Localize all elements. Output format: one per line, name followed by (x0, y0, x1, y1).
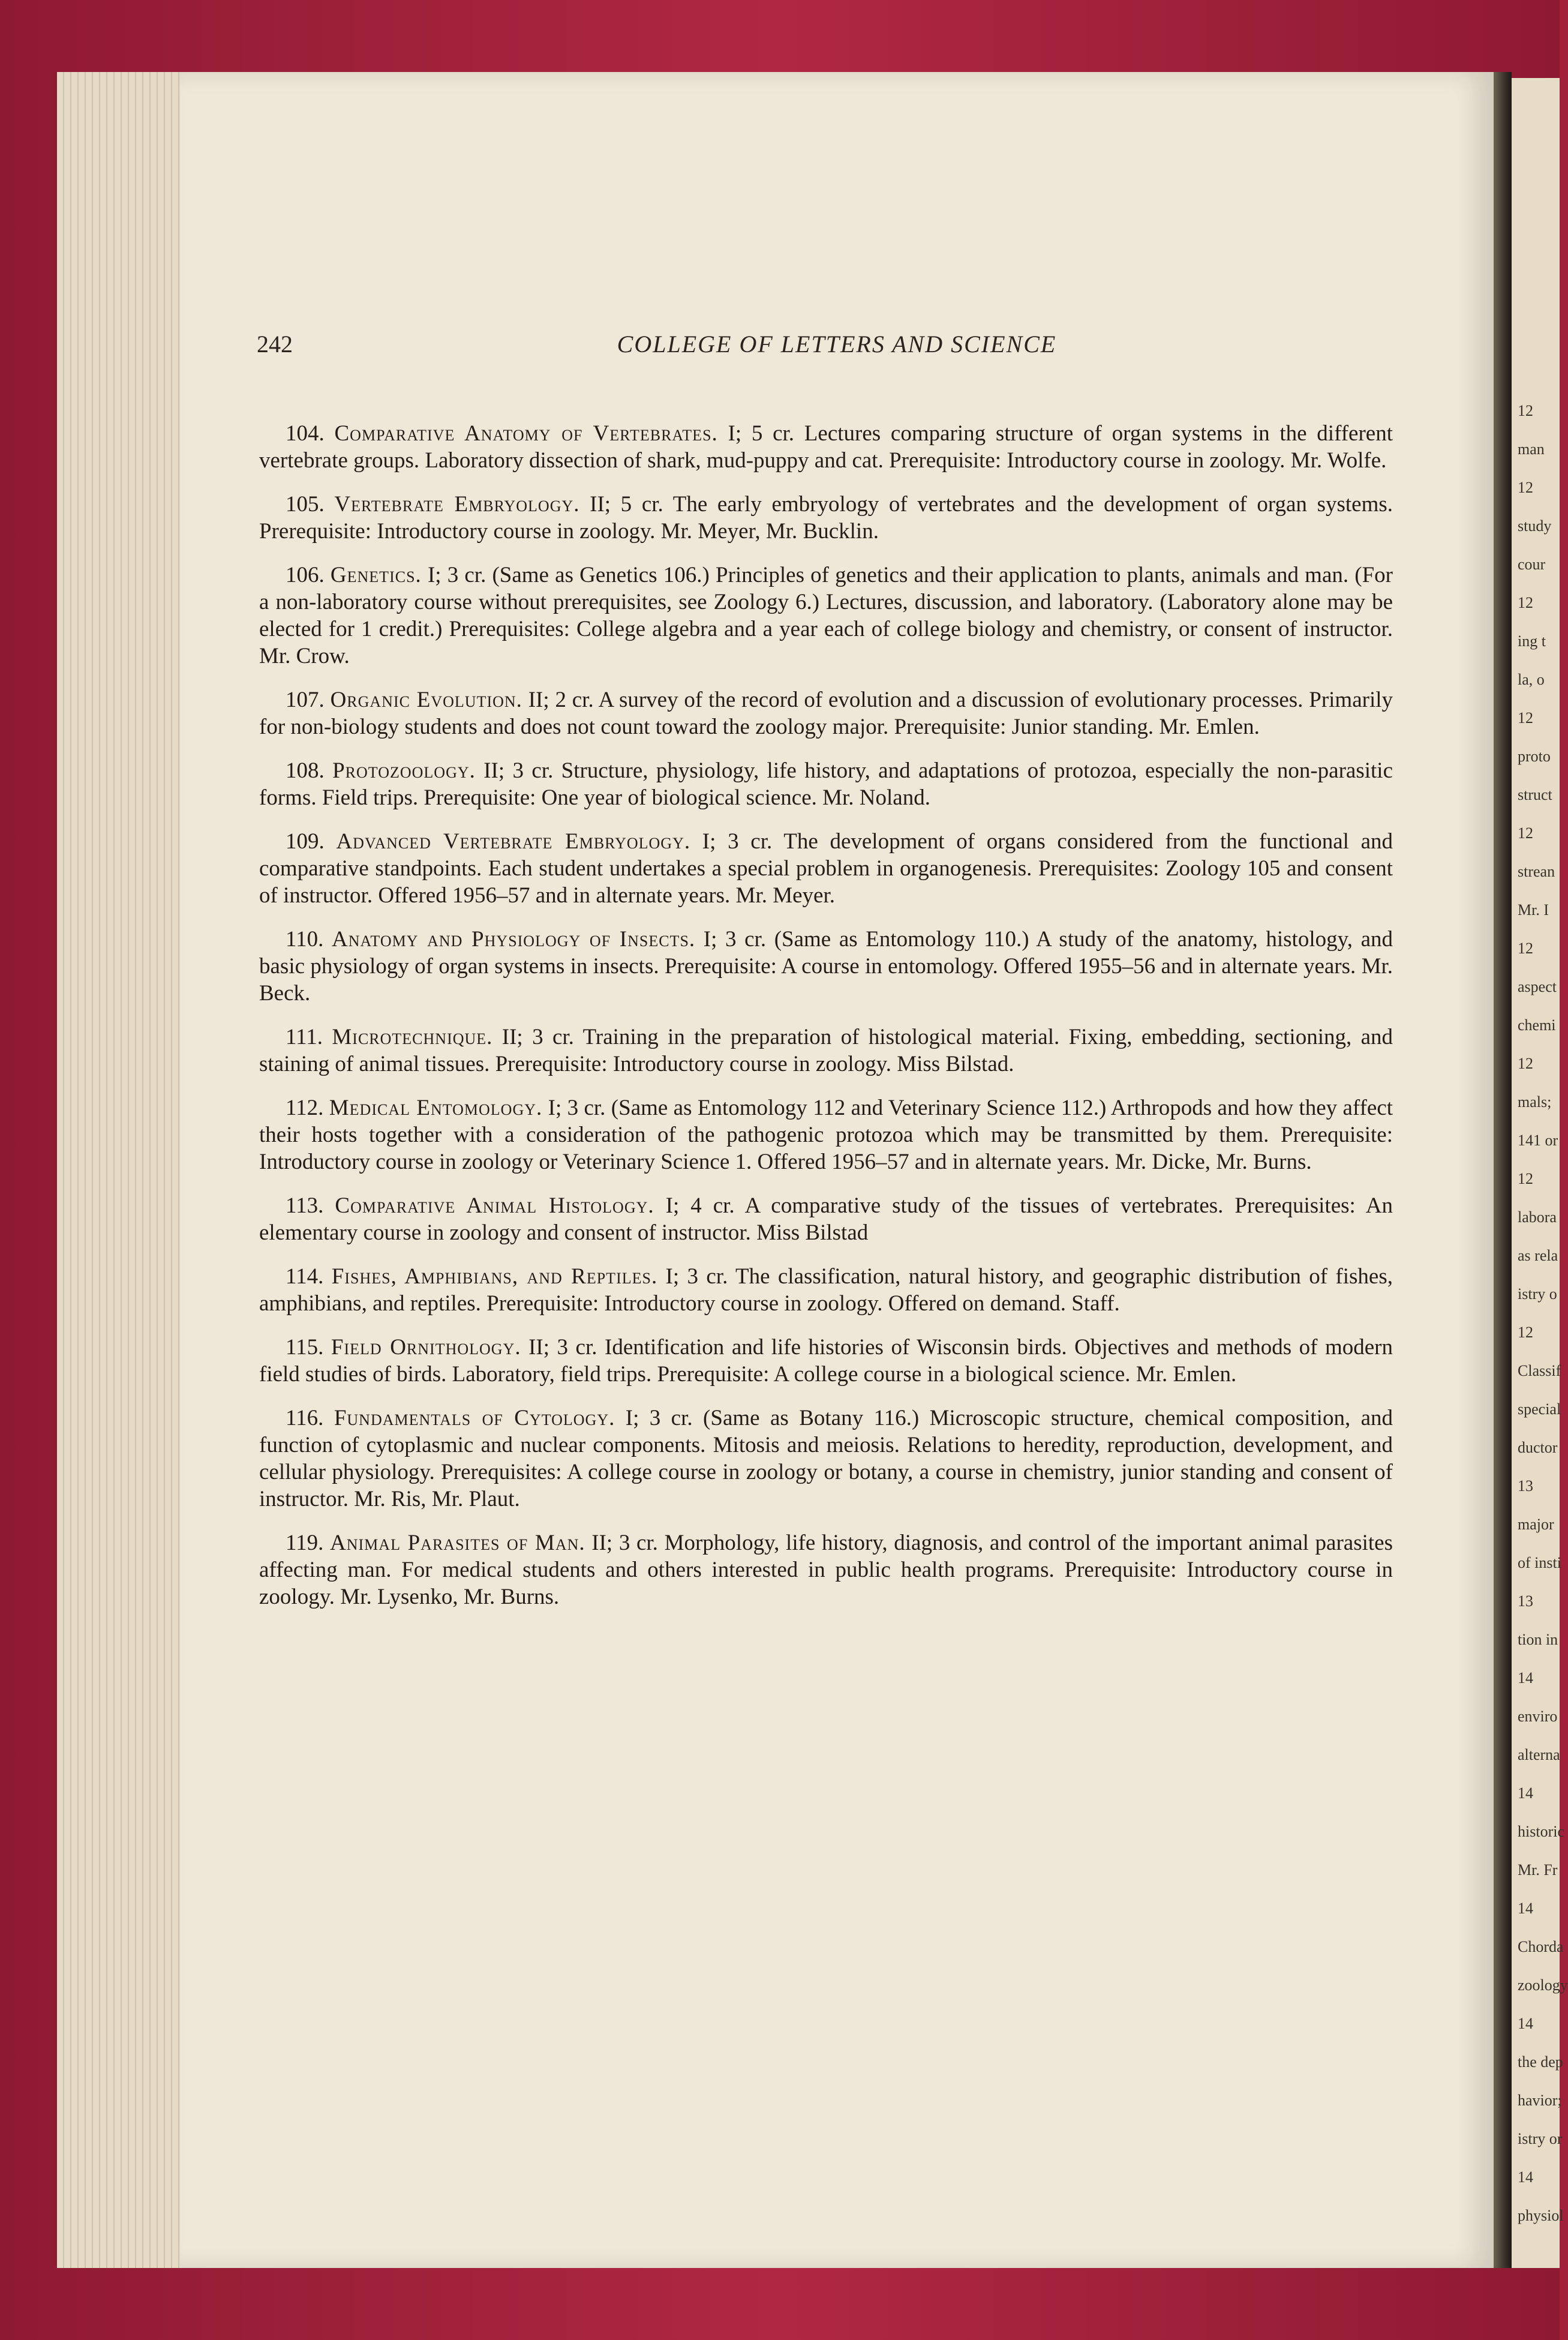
facing-page-fragment: alterna (1518, 1746, 1560, 1763)
facing-page-fragment: havior; (1518, 2092, 1562, 2109)
facing-page-fragment: 12 (1518, 709, 1533, 727)
facing-page-fragment: major (1518, 1516, 1554, 1533)
book-page (180, 72, 1494, 2268)
facing-page-fragment: historic (1518, 1823, 1564, 1840)
course-entry-106 (259, 562, 1393, 670)
facing-page-fragment: Mr. I (1518, 901, 1549, 919)
facing-page-fragment: cour (1518, 556, 1546, 573)
page-header (180, 330, 1494, 366)
course-description: II; 2 cr. A survey of the record of evolution and a discussion of evolutionary processes. Primarily for non-biology students and does not count toward the zoology major. Prerequisite: Junior standing. Mr. Emlen. (259, 688, 1393, 739)
book-gutter (1494, 72, 1512, 2268)
course-entry-114 (259, 1263, 1393, 1317)
page-number: 242 (257, 331, 293, 358)
course-entry-112 (259, 1094, 1393, 1175)
course-title: Field Ornithology. (331, 1335, 521, 1360)
course-entry-111 (259, 1024, 1393, 1078)
course-number: 108. (286, 758, 325, 783)
facing-page-fragment: istry o (1518, 1285, 1557, 1303)
course-description: II; 3 cr. Morphology, life history, diagnosis, and control of the important animal parasites affecting man. For medical students and others interested in public health programs. Prerequisite: Introductory course in zoology. Mr. Lysenko, Mr. Burns. (259, 1531, 1393, 1609)
facing-page-fragment: 12 (1518, 1055, 1533, 1072)
facing-page-fragment: ing t (1518, 632, 1546, 650)
course-entry-116 (259, 1405, 1393, 1513)
course-entry-108 (259, 757, 1393, 811)
facing-page-fragment: 12 (1518, 824, 1533, 842)
course-number: 104. (286, 421, 325, 446)
facing-page-fragment: 12 (1518, 479, 1533, 496)
course-number: 105. (286, 492, 325, 517)
course-title: Advanced Vertebrate Embryology. (336, 829, 691, 854)
course-number: 112. (286, 1096, 324, 1120)
course-number: 111. (286, 1025, 323, 1049)
course-entry-109 (259, 828, 1393, 909)
course-description: II; 3 cr. Structure, physiology, life history, and adaptations of protozoa, especially the non-parasitic forms. Field trips. Prerequisite: One year of biological science. Mr. Noland. (259, 758, 1393, 810)
facing-page-fragment: strean (1518, 863, 1555, 880)
facing-page-edge (1512, 78, 1568, 2268)
course-title: Animal Parasites of Man. (330, 1531, 585, 1555)
course-description: II; 3 cr. Training in the preparation of histological material. Fixing, embedding, sectioning, and staining of animal tissues. Prerequisite: Introductory course in zoology. Miss Bilstad. (259, 1025, 1393, 1076)
facing-page-fragment: 12 (1518, 1170, 1533, 1187)
facing-page-fragment: tion in (1518, 1631, 1558, 1648)
facing-page-fragment: Mr. Fr (1518, 1861, 1558, 1879)
facing-page-fragment: study (1518, 517, 1552, 535)
course-title: Genetics. (330, 563, 422, 587)
course-title: Comparative Animal Histology. (335, 1193, 654, 1218)
course-description: I; 3 cr. (Same as Entomology 110.) A study of the anatomy, histology, and basic physiology of organ systems in insects. Prerequisite: A course in entomology. Offered 1955–56 and in alternate years. Mr. Beck. (259, 927, 1393, 1006)
facing-page-fragment: 12 (1518, 940, 1533, 957)
running-head: COLLEGE OF LETTERS AND SCIENCE (617, 331, 1057, 358)
facing-page-fragment: aspect (1518, 978, 1557, 995)
facing-page-fragment: enviro (1518, 1708, 1558, 1725)
course-title: Vertebrate Embryology. (334, 492, 580, 517)
course-description: I; 4 cr. A comparative study of the tissues of vertebrates. Prerequisites: An elementary course in zoology and consent of instructor. Miss Bilstad (259, 1193, 1393, 1245)
facing-page-fragment: 13 (1518, 1477, 1533, 1495)
facing-page-fragment: man (1518, 440, 1545, 458)
facing-page-fragment: physiol (1518, 2207, 1564, 2224)
facing-page-fragment: 12 (1518, 594, 1533, 611)
course-entry-119 (259, 1529, 1393, 1610)
course-description: I; 3 cr. (Same as Botany 116.) Microscopic structure, chemical composition, and function of cytoplasmic and nuclear components. Mitosis and meiosis. Relations to heredity, reproduction, development, and cellular physiology. Prerequisites: A college course in zoology or botany, a course in chemistry, junior standing and consent of instructor. Mr. Ris, Mr. Plaut. (259, 1406, 1393, 1511)
course-title: Comparative Anatomy of Vertebrates. (334, 421, 718, 446)
facing-page-fragment: proto (1518, 748, 1551, 765)
course-number: 114. (286, 1264, 324, 1289)
course-description: II; 3 cr. Identification and life histories of Wisconsin birds. Objectives and methods of modern field studies of birds. Laboratory, field trips. Prerequisite: A college course in a biological science. Mr. Emlen. (259, 1335, 1393, 1387)
course-entry-115 (259, 1334, 1393, 1388)
course-number: 107. (286, 688, 325, 712)
course-title: Microtechnique. (332, 1025, 493, 1049)
facing-page-fragment: 13 (1518, 1592, 1533, 1610)
course-entry-107 (259, 686, 1393, 740)
page-edges (57, 72, 180, 2268)
course-description: I; 3 cr. (Same as Genetics 106.) Principles of genetics and their application to plants, animals and man. (For a non-laboratory course without prerequisites, see Zoology 6.) Lectures, discussion, and laboratory. (Laboratory alone may be elected for 1 credit.) Prerequisites: College algebra and a year each of college biology and chemistry, or consent of instructor. Mr. Crow. (259, 563, 1393, 668)
course-description: I; 3 cr. The development of organs considered from the functional and comparative standpoints. Each student undertakes a special problem in organogenesis. Prerequisites: Zoology 105 and consent of instructor. Offered 1956–57 and in alternate years. Mr. Meyer. (259, 829, 1393, 908)
course-list (259, 420, 1393, 1627)
facing-page-fragment: la, o (1518, 671, 1545, 688)
facing-page-fragment: zoology (1518, 1976, 1568, 1994)
course-entry-104 (259, 420, 1393, 474)
course-entry-105 (259, 491, 1393, 545)
facing-page-fragment: Chorda (1518, 1938, 1564, 1955)
facing-page-fragment: 12 (1518, 1324, 1533, 1341)
course-entry-110 (259, 926, 1393, 1007)
facing-page-fragment: labora (1518, 1208, 1557, 1226)
facing-page-fragment: 14 (1518, 2168, 1533, 2186)
course-title: Fundamentals of Cytology. (334, 1406, 615, 1430)
facing-page-fragment: 14 (1518, 1669, 1533, 1687)
course-description: II; 5 cr. The early embryology of vertebrates and the development of organ systems. Prerequisite: Introductory course in zoology. Mr. Meyer, Mr. Bucklin. (259, 492, 1393, 544)
course-number: 113. (286, 1193, 324, 1218)
facing-page-fragment: as rela (1518, 1247, 1558, 1264)
course-number: 115. (286, 1335, 324, 1360)
course-entry-113 (259, 1192, 1393, 1246)
facing-page-fragment: 12 (1518, 402, 1533, 419)
course-description: I; 3 cr. The classification, natural history, and geographic distribution of fishes, amphibians, and reptiles. Prerequisite: Introductory course in zoology. Offered on demand. Staff. (259, 1264, 1393, 1316)
facing-page-fragment: special (1518, 1400, 1561, 1418)
course-number: 110. (286, 927, 324, 952)
facing-page-fragment: 14 (1518, 2015, 1533, 2032)
course-title: Protozoology. (332, 758, 476, 783)
course-title: Anatomy and Physiology of Insects. (332, 927, 696, 952)
facing-page-fragment: of insti (1518, 1554, 1561, 1571)
facing-page-fragment: the dep (1518, 2053, 1563, 2071)
course-number: 109. (286, 829, 325, 854)
facing-page-fragment: chemi (1518, 1016, 1556, 1034)
course-title: Fishes, Amphibians, and Reptiles. (331, 1264, 658, 1289)
course-number: 116. (286, 1406, 324, 1430)
facing-page-fragment: Classif (1518, 1362, 1561, 1379)
course-number: 119. (286, 1531, 324, 1555)
facing-page-fragment: ductor (1518, 1439, 1558, 1456)
facing-page-fragment: 141 or (1518, 1132, 1558, 1149)
facing-page-fragment: istry or (1518, 2130, 1563, 2147)
facing-page-fragment: mals; (1518, 1093, 1552, 1111)
course-title: Organic Evolution. (330, 688, 522, 712)
facing-page-fragment: struct (1518, 786, 1552, 803)
course-title: Medical Entomology. (329, 1096, 543, 1120)
facing-page-fragment: 14 (1518, 1900, 1533, 1917)
course-description: I; 3 cr. (Same as Entomology 112 and Veterinary Science 112.) Arthropods and how they affect their hosts together with a consideration of the pathogenic protozoa which may be transmitted by them. Prerequisite: Introductory course in zoology or Veterinary Science 1. Offered 1956–57 and in alternate years. Mr. Dicke, Mr. Burns. (259, 1096, 1393, 1174)
course-description: I; 5 cr. Lectures comparing structure of organ systems in the different vertebrate groups. Laboratory dissection of shark, mud-puppy and cat. Prerequisite: Introductory course in zoology. Mr. Wolfe. (259, 421, 1393, 473)
facing-page-fragment: 14 (1518, 1784, 1533, 1802)
course-number: 106. (286, 563, 325, 587)
